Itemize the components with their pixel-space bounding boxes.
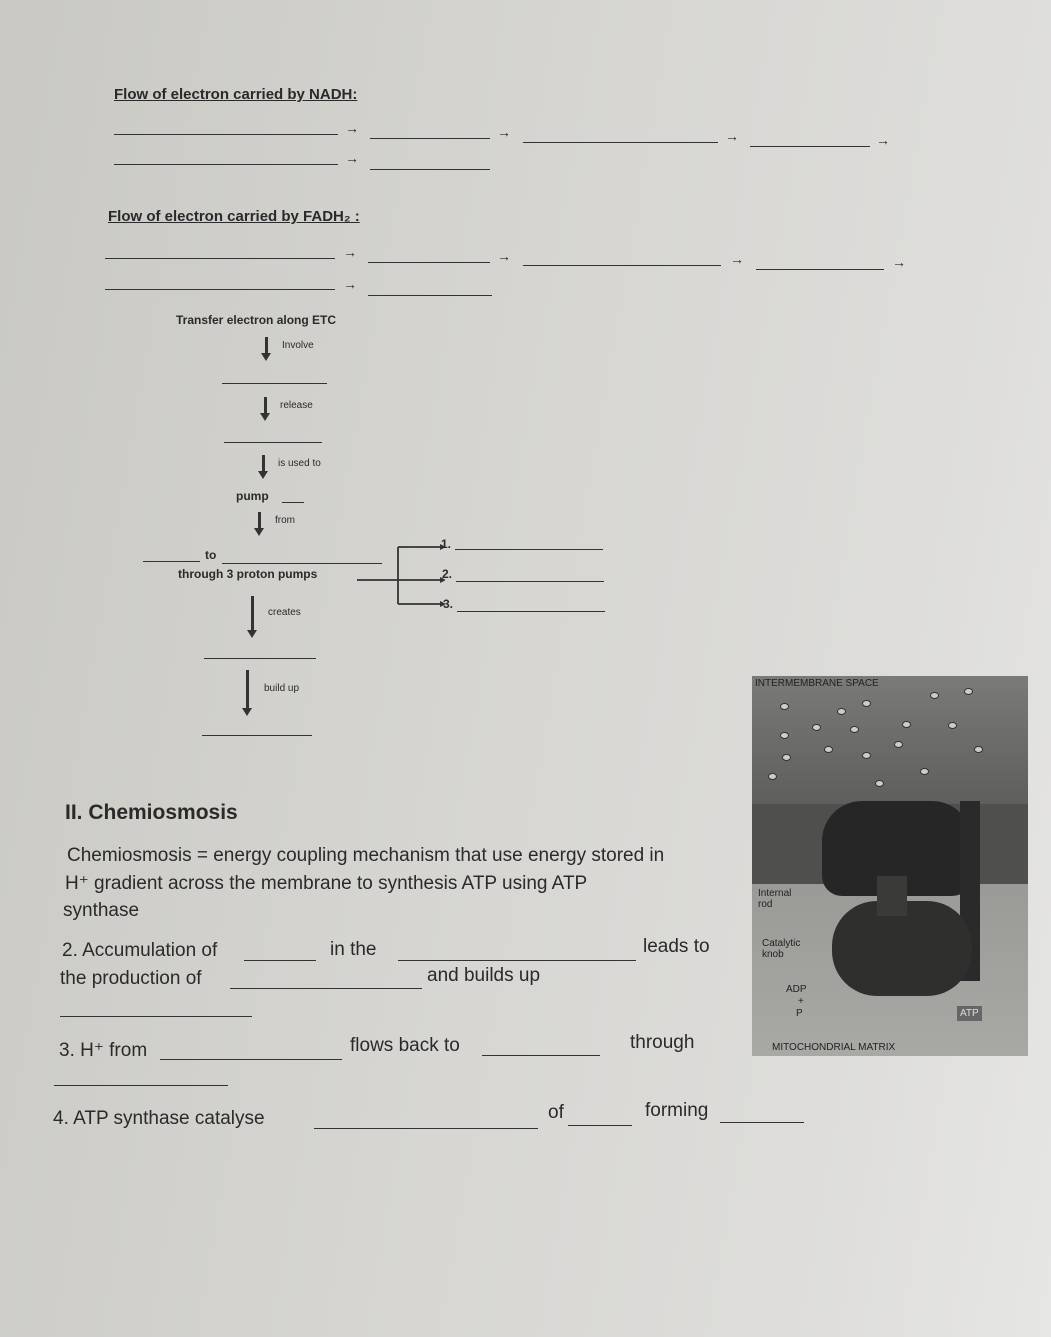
arrow-icon: →: [343, 244, 357, 260]
q2-text: in the: [330, 939, 377, 960]
figure-label-plus: +: [798, 996, 804, 1007]
blank[interactable]: [114, 164, 338, 165]
figure-label-top: INTERMEMBRANE SPACE: [755, 678, 879, 689]
q4-text: forming: [645, 1100, 709, 1121]
blank[interactable]: [370, 138, 490, 139]
arrow-icon: →: [730, 251, 744, 267]
figure-label-knob: Catalytic knob: [762, 938, 801, 960]
blank[interactable]: [720, 1122, 804, 1123]
blank[interactable]: [224, 442, 322, 443]
blank[interactable]: [398, 960, 636, 961]
item-3: 3.: [443, 597, 454, 611]
arrow-icon: →: [345, 120, 359, 136]
fadh-title: Flow of electron carried by FADH₂ :: [108, 208, 360, 225]
blank[interactable]: [202, 735, 312, 736]
down-arrow-icon: [262, 455, 265, 473]
q4-text: 4. ATP synthase catalyse: [53, 1108, 265, 1129]
definition-line-3: synthase: [63, 900, 140, 921]
label-used: is used to: [278, 458, 321, 469]
blank[interactable]: [54, 1085, 228, 1086]
blank[interactable]: [105, 258, 335, 259]
blank[interactable]: [523, 142, 718, 143]
blank[interactable]: [60, 1016, 252, 1017]
label-pump: pump: [236, 489, 269, 503]
q2-text: leads to: [643, 936, 710, 957]
q4-text: of: [548, 1102, 564, 1123]
down-arrow-icon: [251, 596, 254, 632]
label-to: to: [205, 548, 217, 562]
label-release: release: [280, 400, 313, 411]
down-arrow-icon: [246, 670, 249, 710]
q3-text: 3. H⁺ from: [59, 1040, 148, 1061]
blank[interactable]: [456, 581, 604, 582]
blank[interactable]: [204, 658, 316, 659]
blank[interactable]: [523, 265, 721, 266]
figure-label-bottom: MITOCHONDRIAL MATRIX: [772, 1042, 896, 1053]
figure-label-atp: ATP: [957, 1006, 982, 1021]
q2-text: the production of: [60, 968, 202, 989]
label-from: from: [275, 515, 295, 526]
arrow-icon: →: [497, 248, 511, 264]
etc-title: Transfer electron along ETC: [176, 313, 337, 327]
blank[interactable]: [244, 960, 316, 961]
blank[interactable]: [114, 134, 338, 135]
label-through: through 3 proton pumps: [178, 567, 318, 581]
nadh-title: Flow of electron carried by NADH:: [114, 86, 358, 103]
atp-synthase-figure: [752, 676, 1028, 1056]
q3-text: flows back to: [350, 1035, 460, 1056]
label-creates: creates: [268, 607, 301, 618]
blank[interactable]: [750, 146, 870, 147]
label-build: build up: [264, 683, 300, 694]
arrow-icon: →: [345, 150, 359, 166]
blank[interactable]: [160, 1059, 342, 1060]
arrow-icon: →: [725, 128, 739, 144]
blank[interactable]: [368, 295, 492, 296]
blank[interactable]: [482, 1055, 600, 1056]
arrow-icon: →: [892, 254, 906, 270]
blank[interactable]: [314, 1128, 538, 1129]
definition-line-1: Chemiosmosis = energy coupling mechanism that use energy stored in: [67, 845, 665, 866]
down-arrow-icon: [258, 512, 261, 530]
blank[interactable]: [282, 502, 304, 503]
blank[interactable]: [368, 262, 490, 263]
blank[interactable]: [457, 611, 605, 612]
arrow-icon: →: [876, 132, 890, 148]
down-arrow-icon: [264, 397, 267, 415]
label-involve: Involve: [282, 340, 314, 351]
q3-text: through: [630, 1032, 695, 1053]
blank[interactable]: [222, 383, 327, 384]
down-arrow-icon: [265, 337, 268, 355]
figure-label-p: P: [796, 1008, 803, 1019]
arrow-icon: →: [497, 124, 511, 140]
blank[interactable]: [370, 169, 490, 170]
q2-text: and builds up: [427, 965, 541, 986]
q2-text: 2. Accumulation of: [62, 940, 218, 961]
item-1: 1.: [441, 537, 452, 551]
blank[interactable]: [143, 561, 200, 562]
figure-label-rod: Internal rod: [758, 888, 792, 910]
blank[interactable]: [230, 988, 422, 989]
blank[interactable]: [756, 269, 884, 270]
blank[interactable]: [568, 1125, 632, 1126]
blank[interactable]: [105, 289, 335, 290]
section-heading: II. Chemiosmosis: [65, 801, 238, 824]
blank[interactable]: [455, 549, 603, 550]
figure-label-adp: ADP: [786, 984, 807, 995]
definition-line-2: H⁺ gradient across the membrane to synthesis ATP using ATP: [65, 873, 588, 894]
arrow-icon: →: [343, 276, 357, 292]
item-2: 2.: [442, 567, 453, 581]
branch-arrows-icon: [355, 540, 445, 610]
